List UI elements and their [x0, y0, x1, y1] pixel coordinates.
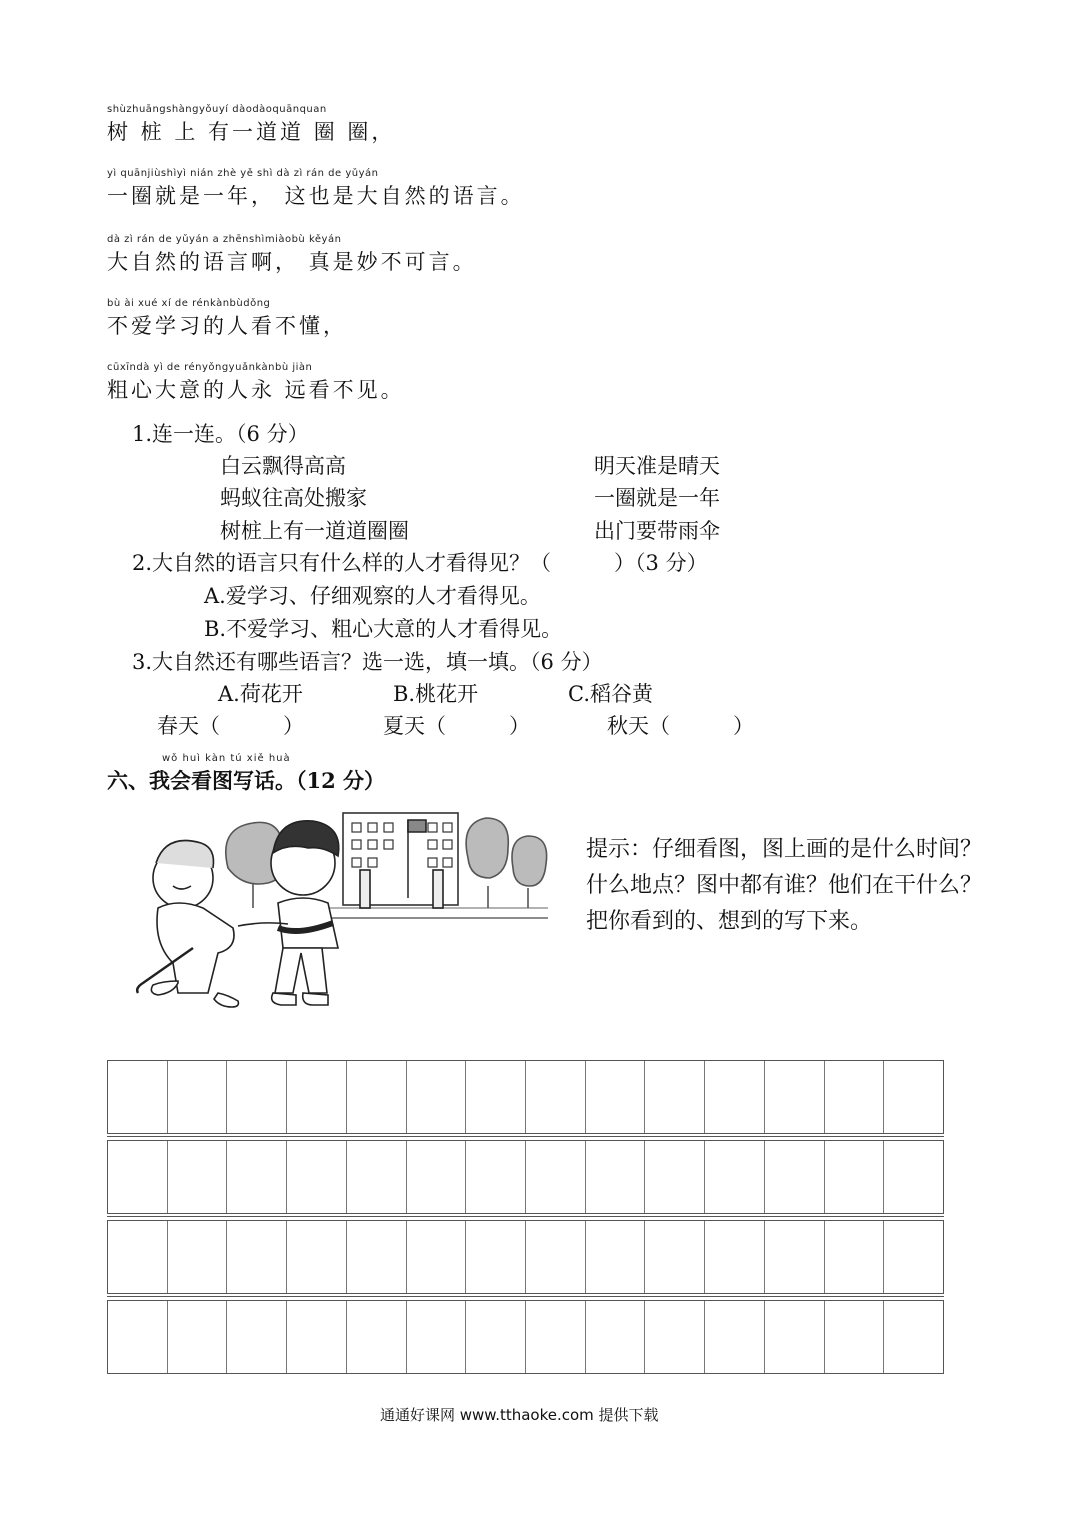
q2-title: 2.大自然的语言只有什么样的人才看得见？（ ）（3 分）	[132, 551, 708, 575]
q1-left-3[interactable]: 树桩上有一道道圈圈	[220, 519, 409, 543]
q3-blank-autumn[interactable]: 秋天（ ）	[607, 714, 754, 738]
writing-grid-row-3[interactable]	[107, 1220, 944, 1294]
poem-line-1-pinyin: shùzhuāngshàngyǒuyí dàodàoquānquan	[107, 104, 327, 115]
grid-cell[interactable]	[407, 1061, 467, 1133]
grid-cell[interactable]	[347, 1221, 407, 1293]
q2-option-b[interactable]: B.不爱学习、粗心大意的人才看得见。	[204, 617, 563, 641]
grid-cell[interactable]	[825, 1221, 885, 1293]
grid-cell[interactable]	[407, 1221, 467, 1293]
grid-cell[interactable]	[884, 1301, 943, 1373]
grid-cell[interactable]	[526, 1061, 586, 1133]
poem-line-3-pinyin: dà zì rán de yǔyán a zhēnshìmiàobù kěyán	[107, 234, 342, 245]
grid-cell[interactable]	[227, 1141, 287, 1213]
grid-cell[interactable]	[705, 1061, 765, 1133]
q1-left-2[interactable]: 蚂蚁往高处搬家	[220, 486, 367, 510]
grid-cell[interactable]	[108, 1221, 168, 1293]
grid-cell[interactable]	[586, 1061, 646, 1133]
grid-cell[interactable]	[705, 1221, 765, 1293]
grid-cell[interactable]	[168, 1301, 228, 1373]
grid-cell[interactable]	[347, 1141, 407, 1213]
grid-cell[interactable]	[526, 1141, 586, 1213]
q3-blank-summer[interactable]: 夏天（ ）	[383, 714, 530, 738]
grid-cell[interactable]	[825, 1141, 885, 1213]
grid-cell[interactable]	[347, 1301, 407, 1373]
grid-cell[interactable]	[645, 1301, 705, 1373]
grid-cell[interactable]	[825, 1301, 885, 1373]
grid-cell[interactable]	[287, 1301, 347, 1373]
grid-cell[interactable]	[825, 1061, 885, 1133]
grid-cell[interactable]	[645, 1221, 705, 1293]
grid-cell[interactable]	[347, 1061, 407, 1133]
grid-cell[interactable]	[168, 1141, 228, 1213]
q3-blank-spring[interactable]: 春天（ ）	[157, 714, 304, 738]
grid-cell[interactable]	[466, 1061, 526, 1133]
grid-cell[interactable]	[705, 1141, 765, 1213]
poem-line-2-pinyin: yì quānjiùshìyì nián zhè yě shì dà zì rán de yǔyán	[107, 168, 379, 179]
q1-right-1[interactable]: 明天准是晴天	[594, 454, 720, 478]
grid-cell[interactable]	[287, 1061, 347, 1133]
q3-choice-a: A.荷花开	[218, 682, 303, 706]
grid-cell[interactable]	[108, 1061, 168, 1133]
grid-divider	[107, 1296, 944, 1297]
grid-cell[interactable]	[586, 1221, 646, 1293]
grid-cell[interactable]	[884, 1061, 943, 1133]
q1-left-1[interactable]: 白云飘得高高	[220, 454, 346, 478]
grid-cell[interactable]	[407, 1141, 467, 1213]
grid-cell[interactable]	[407, 1301, 467, 1373]
section6-pinyin: wǒ huì kàn tú xiě huà	[162, 753, 291, 764]
grid-cell[interactable]	[108, 1141, 168, 1213]
grid-cell[interactable]	[884, 1141, 943, 1213]
grid-divider	[107, 1216, 944, 1217]
poem-line-5: 粗心大意的人永 远看不见。	[107, 378, 405, 402]
poem-line-1: 树 桩 上 有一道道 圈 圈，	[107, 120, 396, 144]
grid-cell[interactable]	[287, 1141, 347, 1213]
poem-line-5-pinyin: cūxīndà yì de rényǒngyuǎnkànbù jiàn	[107, 362, 313, 373]
grid-cell[interactable]	[645, 1141, 705, 1213]
grid-cell[interactable]	[526, 1221, 586, 1293]
grid-cell[interactable]	[586, 1301, 646, 1373]
q1-title: 1.连一连。（6 分）	[132, 422, 309, 446]
grid-cell[interactable]	[466, 1301, 526, 1373]
q3-title: 3.大自然还有哪些语言？选一选，填一填。（6 分）	[132, 650, 603, 674]
grid-cell[interactable]	[765, 1221, 825, 1293]
grid-cell[interactable]	[586, 1141, 646, 1213]
q3-choice-b: B.桃花开	[393, 682, 479, 706]
footer-credit: 通通好课网 www.tthaoke.com 提供下载	[380, 1406, 659, 1424]
q2-option-a[interactable]: A.爱学习、仔细观察的人才看得见。	[204, 584, 541, 608]
writing-grid-row-2[interactable]	[107, 1140, 944, 1214]
grid-cell[interactable]	[168, 1061, 228, 1133]
poem-line-3: 大自然的语言啊， 真是妙不可言。	[107, 250, 477, 274]
grid-cell[interactable]	[645, 1061, 705, 1133]
grid-cell[interactable]	[466, 1141, 526, 1213]
grid-cell[interactable]	[884, 1221, 943, 1293]
grid-cell[interactable]	[227, 1221, 287, 1293]
grid-cell[interactable]	[466, 1221, 526, 1293]
grid-cell[interactable]	[526, 1301, 586, 1373]
grid-cell[interactable]	[168, 1221, 228, 1293]
grid-cell[interactable]	[765, 1301, 825, 1373]
grid-cell[interactable]	[765, 1061, 825, 1133]
grid-cell[interactable]	[108, 1301, 168, 1373]
grid-cell[interactable]	[765, 1141, 825, 1213]
q3-choice-c: C.稻谷黄	[568, 682, 653, 706]
section6-title: 六、我会看图写话。（12 分）	[107, 768, 386, 793]
q1-right-2[interactable]: 一圈就是一年	[594, 486, 720, 510]
grid-cell[interactable]	[287, 1221, 347, 1293]
writing-hint: 提示：仔细看图，图上画的是什么时间？ 什么地点？图中都有谁？他们在干什么？ 把你看到的、想到的写下来。	[586, 837, 1049, 934]
grid-cell[interactable]	[227, 1301, 287, 1373]
illustration-picture	[128, 808, 553, 1020]
poem-line-4-pinyin: bù ài xué xí de rénkànbùdǒng	[107, 298, 271, 309]
grid-cell[interactable]	[227, 1061, 287, 1133]
q1-right-3[interactable]: 出门要带雨伞	[594, 519, 720, 543]
poem-line-4: 不爱学习的人看不懂，	[107, 314, 347, 338]
writing-grid-row-1[interactable]	[107, 1060, 944, 1134]
poem-line-2: 一圈就是一年， 这也是大自然的语言。	[107, 184, 525, 208]
grid-cell[interactable]	[705, 1301, 765, 1373]
writing-grid-row-4[interactable]	[107, 1300, 944, 1374]
grid-divider	[107, 1136, 944, 1137]
